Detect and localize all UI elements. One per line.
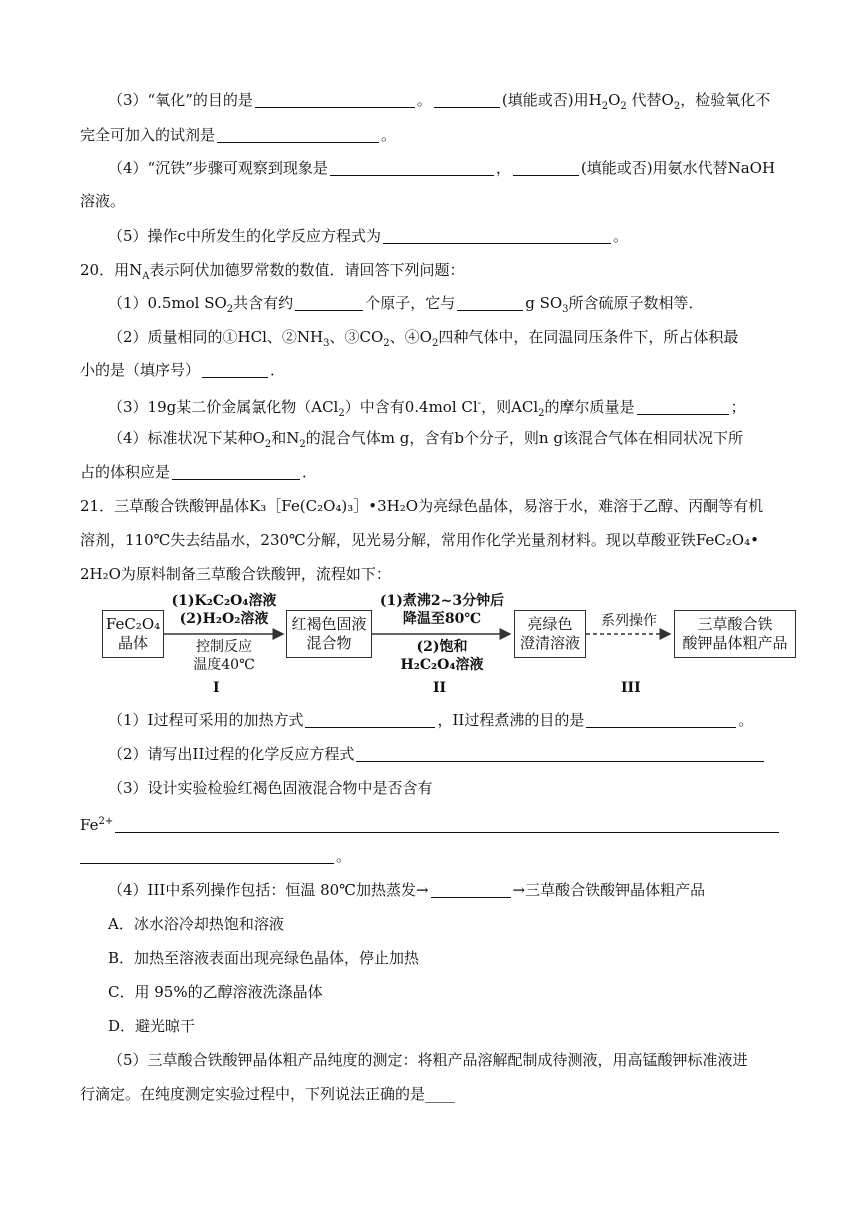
text: 澄清溶液: [519, 634, 580, 652]
text: 完全可加入的试剂是: [80, 126, 216, 144]
text: 三草酸合铁: [697, 615, 773, 633]
option-c[interactable]: C．用 95%的乙醇溶液洗涤晶体: [108, 983, 323, 1001]
answer-blank[interactable]: [217, 125, 379, 143]
text: 。: [738, 711, 754, 729]
box-crude-product: [674, 610, 796, 658]
text: (1)K₂C₂O₄溶液: [171, 593, 277, 609]
text: 亮绿色: [527, 615, 573, 633]
text: 四种气体中，在同温同压条件下，所占体积最: [438, 328, 739, 346]
answer-blank[interactable]: [202, 360, 268, 378]
answer-blank[interactable]: [637, 397, 729, 415]
text: O: [608, 91, 621, 109]
step2-reagents: [374, 592, 510, 628]
text: 代替O: [626, 91, 674, 109]
q19-p5: [108, 225, 628, 247]
text: A: [142, 271, 150, 282]
text: （1）I过程可采用的加热方式: [108, 711, 304, 729]
option-b[interactable]: B．加热至溶液表面出现亮绿色晶体，停止加热: [108, 949, 420, 967]
answer-blank[interactable]: [356, 744, 764, 762]
answer-blank[interactable]: ____: [425, 1085, 456, 1103]
answer-blank[interactable]: [172, 462, 300, 480]
text: 。: [381, 126, 397, 144]
text: 降温至80℃: [402, 611, 482, 627]
q20-stem: [80, 259, 464, 288]
text: ，检验氧化不: [680, 91, 771, 109]
text: 2+: [98, 816, 114, 827]
q21-stem-2: 溶剂，110℃失去结晶水，230℃分解，见光易分解，常用作化学光量剂材料。现以草酸亚铁FeC₂O₄•: [80, 531, 759, 549]
text: 表示阿伏加德罗常数的数值．请回答下列问题：: [149, 261, 465, 279]
q21-p2: [108, 743, 766, 765]
q21-p4: [108, 879, 705, 901]
q19-p4-line2: [80, 190, 125, 212]
box-green-solution: [514, 610, 586, 658]
q21-stem-1: 21．三草酸合铁酸钾晶体K₃［Fe(C₂O₄)₃］•3H₂O为亮绿色晶体，易溶于水，难溶于乙醇、丙酮等有机: [80, 497, 764, 515]
text: ，II过程煮沸的目的是: [437, 711, 585, 729]
stage-label-2: II: [433, 680, 447, 696]
text: 的混合气体m g，含有b个分子，则n g该混合气体在相同状况下所: [305, 429, 743, 447]
text: 红褐色固液: [291, 615, 367, 633]
q20-p3: （3）19g某二价金属氯化物（ACl$_2$）中含有0.4mol Cl-，则ACl$_2$的摩尔质量是 ；: [108, 398, 746, 419]
q21-p5-line1: （5）三草酸合铁酸钾晶体粗产品纯度的测定：将粗产品溶解配制成待测液，用高锰酸钾标准液进: [108, 1051, 748, 1069]
text: ；: [730, 398, 746, 416]
text: （3）“氧化”的目的是: [108, 91, 253, 109]
answer-blank[interactable]: [457, 293, 523, 311]
text: ）中含有0.4mol Cl: [344, 398, 478, 416]
process-flowchart: [100, 592, 800, 702]
text: (填能或否)用氨水代替NaOH: [580, 159, 776, 177]
text: 所含硫原子数相等．: [568, 294, 704, 312]
answer-blank[interactable]: [586, 710, 736, 728]
text: ，则ACl: [481, 398, 539, 416]
text: 20．用N: [80, 261, 143, 279]
text: 温度40℃: [193, 657, 255, 673]
answer-blank[interactable]: [305, 710, 435, 728]
answer-blank[interactable]: [383, 226, 611, 244]
box-red-brown-mixture: [286, 610, 372, 658]
q21-stem-3: 2H₂O为原料制备三草酸合铁酸钾，流程如下：: [80, 565, 391, 583]
q20-p2-line2: [80, 359, 285, 381]
text: 酸钾晶体粗产品: [682, 634, 788, 652]
text: 。: [612, 227, 628, 245]
text: 小的是（填序号）: [80, 361, 201, 379]
text: (填能或否)用H: [501, 91, 602, 109]
step3-label: 系列操作: [601, 613, 657, 629]
text: (2)H₂O₂溶液: [179, 611, 269, 627]
q21-p3-line3: [80, 845, 351, 867]
answer-blank[interactable]: [115, 815, 779, 833]
text: 的摩尔质量是: [544, 398, 635, 416]
text: （1）0.5mol SO: [108, 294, 227, 312]
text: H₂C₂O₄溶液: [400, 657, 484, 673]
answer-blank[interactable]: [431, 880, 511, 898]
text: 溶液。: [80, 192, 126, 210]
text: 、③CO: [329, 328, 384, 346]
text: 共含有约: [233, 294, 294, 312]
q20-p4-line2: [80, 461, 317, 483]
text: →三草酸合铁酸钾晶体粗产品: [512, 881, 706, 899]
q21-p5-line2: [80, 1083, 455, 1105]
box-fec2o4: [102, 610, 164, 658]
text: 控制反应: [196, 639, 252, 655]
text: 和N: [271, 429, 300, 447]
answer-blank[interactable]: [80, 846, 334, 864]
text: 。: [336, 847, 352, 865]
answer-blank[interactable]: [513, 158, 579, 176]
stage-label-1: I: [213, 680, 220, 696]
q21-p1: [108, 709, 753, 731]
text: （4）“沉铁”步骤可观察到现象是: [108, 159, 328, 177]
text: （4）III中系列操作包括：恒温 80℃加热蒸发→: [108, 881, 429, 899]
q19-p4-line1: [108, 157, 775, 179]
text: 混合物: [306, 634, 352, 652]
text: 行滴定。在纯度测定实验过程中，下列说法正确的是: [80, 1085, 426, 1103]
q19-p3-line2: [80, 124, 396, 146]
text: （2）请写出II过程的化学反应方程式: [108, 745, 355, 763]
q20-p2-line1: （2）质量相同的①HCl、$②NH_3$、$③CO_2$、$④O_2$四种气体中，在同温同压条件下，所占体积最: [108, 328, 739, 349]
text: 个原子，它与: [365, 294, 456, 312]
answer-blank[interactable]: [434, 90, 500, 108]
step1-conditions: [166, 638, 282, 674]
q20-p4-line1: （4）标准状况下某种$O_2$和$N_2$的混合气体m g，含有b个分子，则n g该混合气体在相同状况下所: [108, 429, 743, 450]
option-d[interactable]: D．避光晾干: [108, 1017, 196, 1035]
text: （2）质量相同的①HCl、②NH: [108, 328, 324, 346]
answer-blank[interactable]: [295, 293, 363, 311]
text: FeC₂O₄: [105, 615, 161, 633]
step2-conditions: [374, 638, 510, 674]
stage-label-3: III: [621, 680, 641, 696]
answer-blank[interactable]: [330, 158, 494, 176]
text: （5）操作c中所发生的化学反应方程式为: [108, 227, 381, 245]
text: ．: [302, 463, 318, 481]
q21-p3-line1: （3）设计实验检验红褐色固液混合物中是否含有: [108, 779, 433, 797]
text: (1)煮沸2~3分钟后: [379, 593, 505, 609]
option-a[interactable]: A．冰水浴冷却热饱和溶液: [108, 915, 284, 933]
text: 晶体: [117, 634, 148, 652]
text: （3）19g某二价金属氯化物（ACl: [108, 398, 339, 416]
q20-p1: （1）0.5mol $SO_2$共含有约 个原子，它与 g $SO_3$所含硫原子数相等．: [108, 294, 704, 315]
text: (2)饱和: [416, 639, 468, 655]
text: 占的体积应是: [80, 463, 171, 481]
q19-p3-line1: （3）“氧化”的目的是 。 (填能或否)用$H_2O_2$ 代替$O_2$，检验氧化不: [108, 91, 771, 112]
text: 。: [416, 91, 432, 109]
text: ，: [495, 159, 511, 177]
text: 、④O: [389, 328, 432, 346]
text: ．: [270, 361, 286, 379]
answer-blank[interactable]: [255, 90, 415, 108]
text: g SO: [525, 294, 563, 312]
step1-reagents: [166, 592, 282, 628]
text: （4）标准状况下某种O: [108, 429, 265, 447]
q21-p3-line2: [80, 811, 781, 836]
text: Fe: [80, 816, 99, 834]
